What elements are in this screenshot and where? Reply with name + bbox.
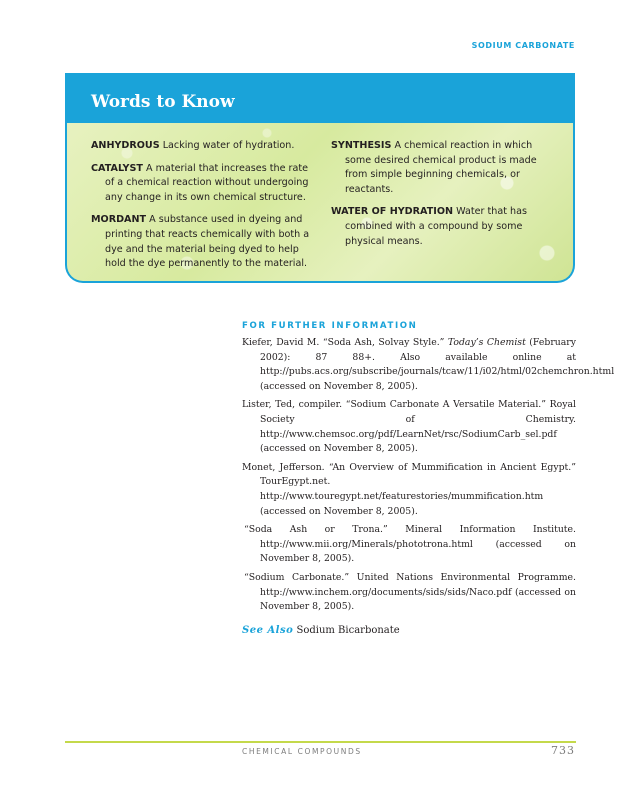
reference-text-tail: (February 2002): 87 88+. Also available online at http://pubs.acs.org/subscribe/journals/tcaw/11/i02/html/02chemchron.html (accessed on November 8, 2005). bbox=[260, 337, 615, 392]
glossary-definition: A material that increases the rate of a chemical reaction without undergoing any change in its own chemical structure. bbox=[105, 162, 309, 203]
reference-italic-title: Today’s Chemist bbox=[447, 337, 526, 348]
see-also bbox=[242, 625, 400, 636]
glossary-definition: A chemical reaction in which some desired chemical product is made from simple beginning chemicals, or reactants. bbox=[345, 140, 537, 195]
reference-entry bbox=[242, 336, 615, 394]
reference-list bbox=[242, 336, 615, 619]
running-head: SODIUM CARBONATE bbox=[471, 41, 575, 50]
reference-entry bbox=[242, 398, 576, 456]
page-number: 733 bbox=[551, 744, 575, 757]
glossary-term: CATALYST bbox=[91, 162, 143, 174]
glossary-definition: A substance used in dyeing and printing that reacts chemically with both a dye and the material being dyed to help hold the dye permanently to the material. bbox=[105, 214, 310, 270]
reference-text: “Sodium Carbonate.” United Nations Environmental Programme. http://www.inchem.org/documents/sids/sids/Naco.pdf (accessed on November 8, 2005). bbox=[244, 571, 576, 613]
glossary-term: MORDANT bbox=[91, 214, 147, 226]
reference-entry bbox=[242, 523, 576, 567]
reference-entry bbox=[242, 571, 576, 615]
glossary-entry bbox=[91, 162, 319, 206]
footer-book-title: CHEMICAL COMPOUNDS bbox=[242, 747, 362, 756]
footer-rule bbox=[65, 741, 576, 743]
glossary-entry bbox=[91, 139, 319, 154]
words-to-know-right-column bbox=[331, 139, 553, 257]
reference-text: Lister, Ted, compiler. “Sodium Carbonate A Versatile Material.” Royal Society of Chemistry. http://www.chemsoc.org/pdf/LearnNet/rsc/SodiumCarb_sel.pdf (accessed on November 8, 2005). bbox=[242, 399, 576, 455]
glossary-term: WATER OF HYDRATION bbox=[331, 206, 454, 218]
reference-entry bbox=[242, 461, 576, 519]
glossary-term: SYNTHESIS bbox=[331, 140, 392, 151]
reference-text: “Soda Ash or Trona.” Mineral Information Institute. http://www.mii.org/Minerals/phototrona.html (accessed on November 8, 2005). bbox=[244, 524, 576, 565]
words-to-know-box bbox=[65, 73, 575, 283]
reference-text: Monet, Jefferson. “An Overview of Mummification in Ancient Egypt.” TourEgypt.net. http://www.touregypt.net/featurestories/mummification.htm (accessed on November 8, 2005). bbox=[242, 461, 576, 517]
reference-text: Kiefer, David M. “Soda Ash, Solvay Style.” bbox=[242, 337, 448, 348]
glossary-entry bbox=[91, 213, 319, 271]
words-to-know-left-column bbox=[91, 139, 319, 280]
glossary-term: ANHYDROUS bbox=[91, 140, 160, 151]
further-information-heading: FOR FURTHER INFORMATION bbox=[242, 321, 418, 331]
words-to-know-header bbox=[67, 73, 573, 123]
see-also-label: See Also bbox=[242, 625, 294, 636]
glossary-definition: Water that has combined with a compound by some physical means. bbox=[345, 206, 527, 247]
glossary-entry bbox=[331, 205, 553, 249]
glossary-definition: Lacking water of hydration. bbox=[162, 140, 295, 151]
words-to-know-title: Words to Know bbox=[91, 92, 235, 112]
glossary-entry bbox=[331, 139, 553, 197]
see-also-link[interactable]: Sodium Bicarbonate bbox=[296, 625, 400, 636]
